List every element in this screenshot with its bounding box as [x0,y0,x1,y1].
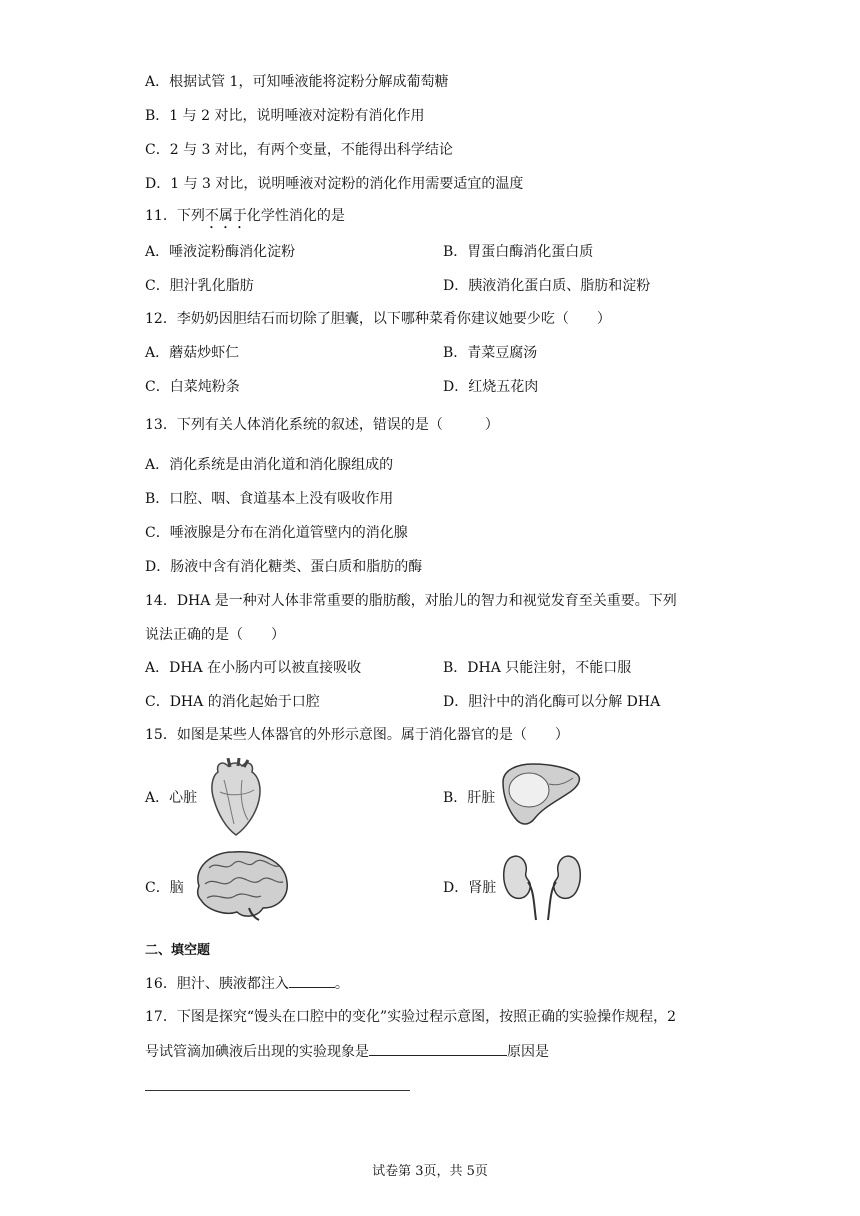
q11-stem [145,206,345,232]
q16-stem [145,973,349,994]
q12-stem: 12．李奶奶因胆结石而切除了胆囊，以下哪种菜肴你建议她要少吃（ ） [145,311,611,327]
q11-option-d: D．胰液消化蛋白质、脂肪和淀粉 [443,278,651,294]
q15-option-a: A．心脏 [145,790,198,806]
q16-text-before: 16．胆汁、胰液都注入 [145,976,289,992]
q16-text-after: 。 [334,976,349,992]
q10-option-a: A．根据试管 1，可知唾液能将淀粉分解成葡萄糖 [145,74,449,90]
q12-option-a: A．蘑菇炒虾仁 [145,345,240,361]
q14-option-b: B．DHA 只能注射，不能口服 [443,660,632,676]
q11-stem-prefix: 11．下列 [145,208,205,224]
q17-text-after: 原因是 [507,1044,549,1060]
q17-stem-line1: 17．下图是探究“馒头在口腔中的变化”实验过程示意图，按照正确的实验操作规程，2 [145,1009,677,1025]
q17-text-before: 号试管滴加碘液后出现的实验现象是 [145,1044,369,1060]
q14-option-d: D．胆汁中的消化酶可以分解 DHA [443,694,661,710]
liver-illustration [497,760,583,828]
q11-option-b: B．胃蛋白酶消化蛋白质 [443,244,594,260]
q11-stem-emphasis: 不属于 [204,208,247,224]
brain-illustration [189,846,291,922]
q12-option-d: D．红烧五花肉 [443,379,539,395]
page-footer: 试卷第 3页，共 5页 [372,1164,488,1179]
q13-option-a: A．消化系统是由消化道和消化腺组成的 [145,457,394,473]
q13-stem: 13．下列有关人体消化系统的叙述，错误的是（ ） [145,417,499,433]
q16-answer-blank[interactable] [289,973,335,988]
q13-option-b: B．口腔、咽、食道基本上没有吸收作用 [145,491,394,507]
q14-option-a: A．DHA 在小肠内可以被直接吸收 [145,660,362,676]
q10-option-b: B．1 与 2 对比，说明唾液对淀粉有消化作用 [145,108,425,124]
q17-phenomenon-blank[interactable] [369,1041,507,1056]
q17-reason-blank[interactable] [145,1090,410,1091]
q14-stem-line1: 14．DHA 是一种对人体非常重要的脂肪酸，对胎儿的智力和视觉发育至关重要。下列 [145,593,677,609]
q15-stem: 15．如图是某些人体器官的外形示意图。属于消化器官的是（ ） [145,727,569,743]
q14-option-c: C．DHA 的消化起始于口腔 [145,694,320,710]
q15-option-d: D．肾脏 [443,880,497,896]
q17-stem-line2 [145,1041,549,1062]
q15-option-c: C．脑 [145,880,184,896]
kidneys-illustration [500,850,584,922]
q10-option-c: C．2 与 3 对比，有两个变量，不能得出科学结论 [145,142,453,158]
q13-option-d: D．肠液中含有消化糖类、蛋白质和脂肪的酶 [145,559,423,575]
section-heading: 二、填空题 [145,943,211,958]
q12-option-b: B．青菜豆腐汤 [443,345,538,361]
q11-option-c: C．胆汁乳化脂肪 [145,278,254,294]
q11-option-a: A．唾液淀粉酶消化淀粉 [145,244,296,260]
q10-option-d: D．1 与 3 对比，说明唾液对淀粉的消化作用需要适宜的温度 [145,176,524,192]
q14-stem-line2: 说法正确的是（ ） [145,627,285,643]
q11-stem-suffix: 化学性消化的是 [246,208,345,224]
q13-option-c: C．唾液腺是分布在消化道管壁内的消化腺 [145,525,408,541]
heart-illustration [208,758,264,838]
q12-option-c: C．白菜炖粉条 [145,379,240,395]
q15-option-b: B．肝脏 [443,790,496,806]
